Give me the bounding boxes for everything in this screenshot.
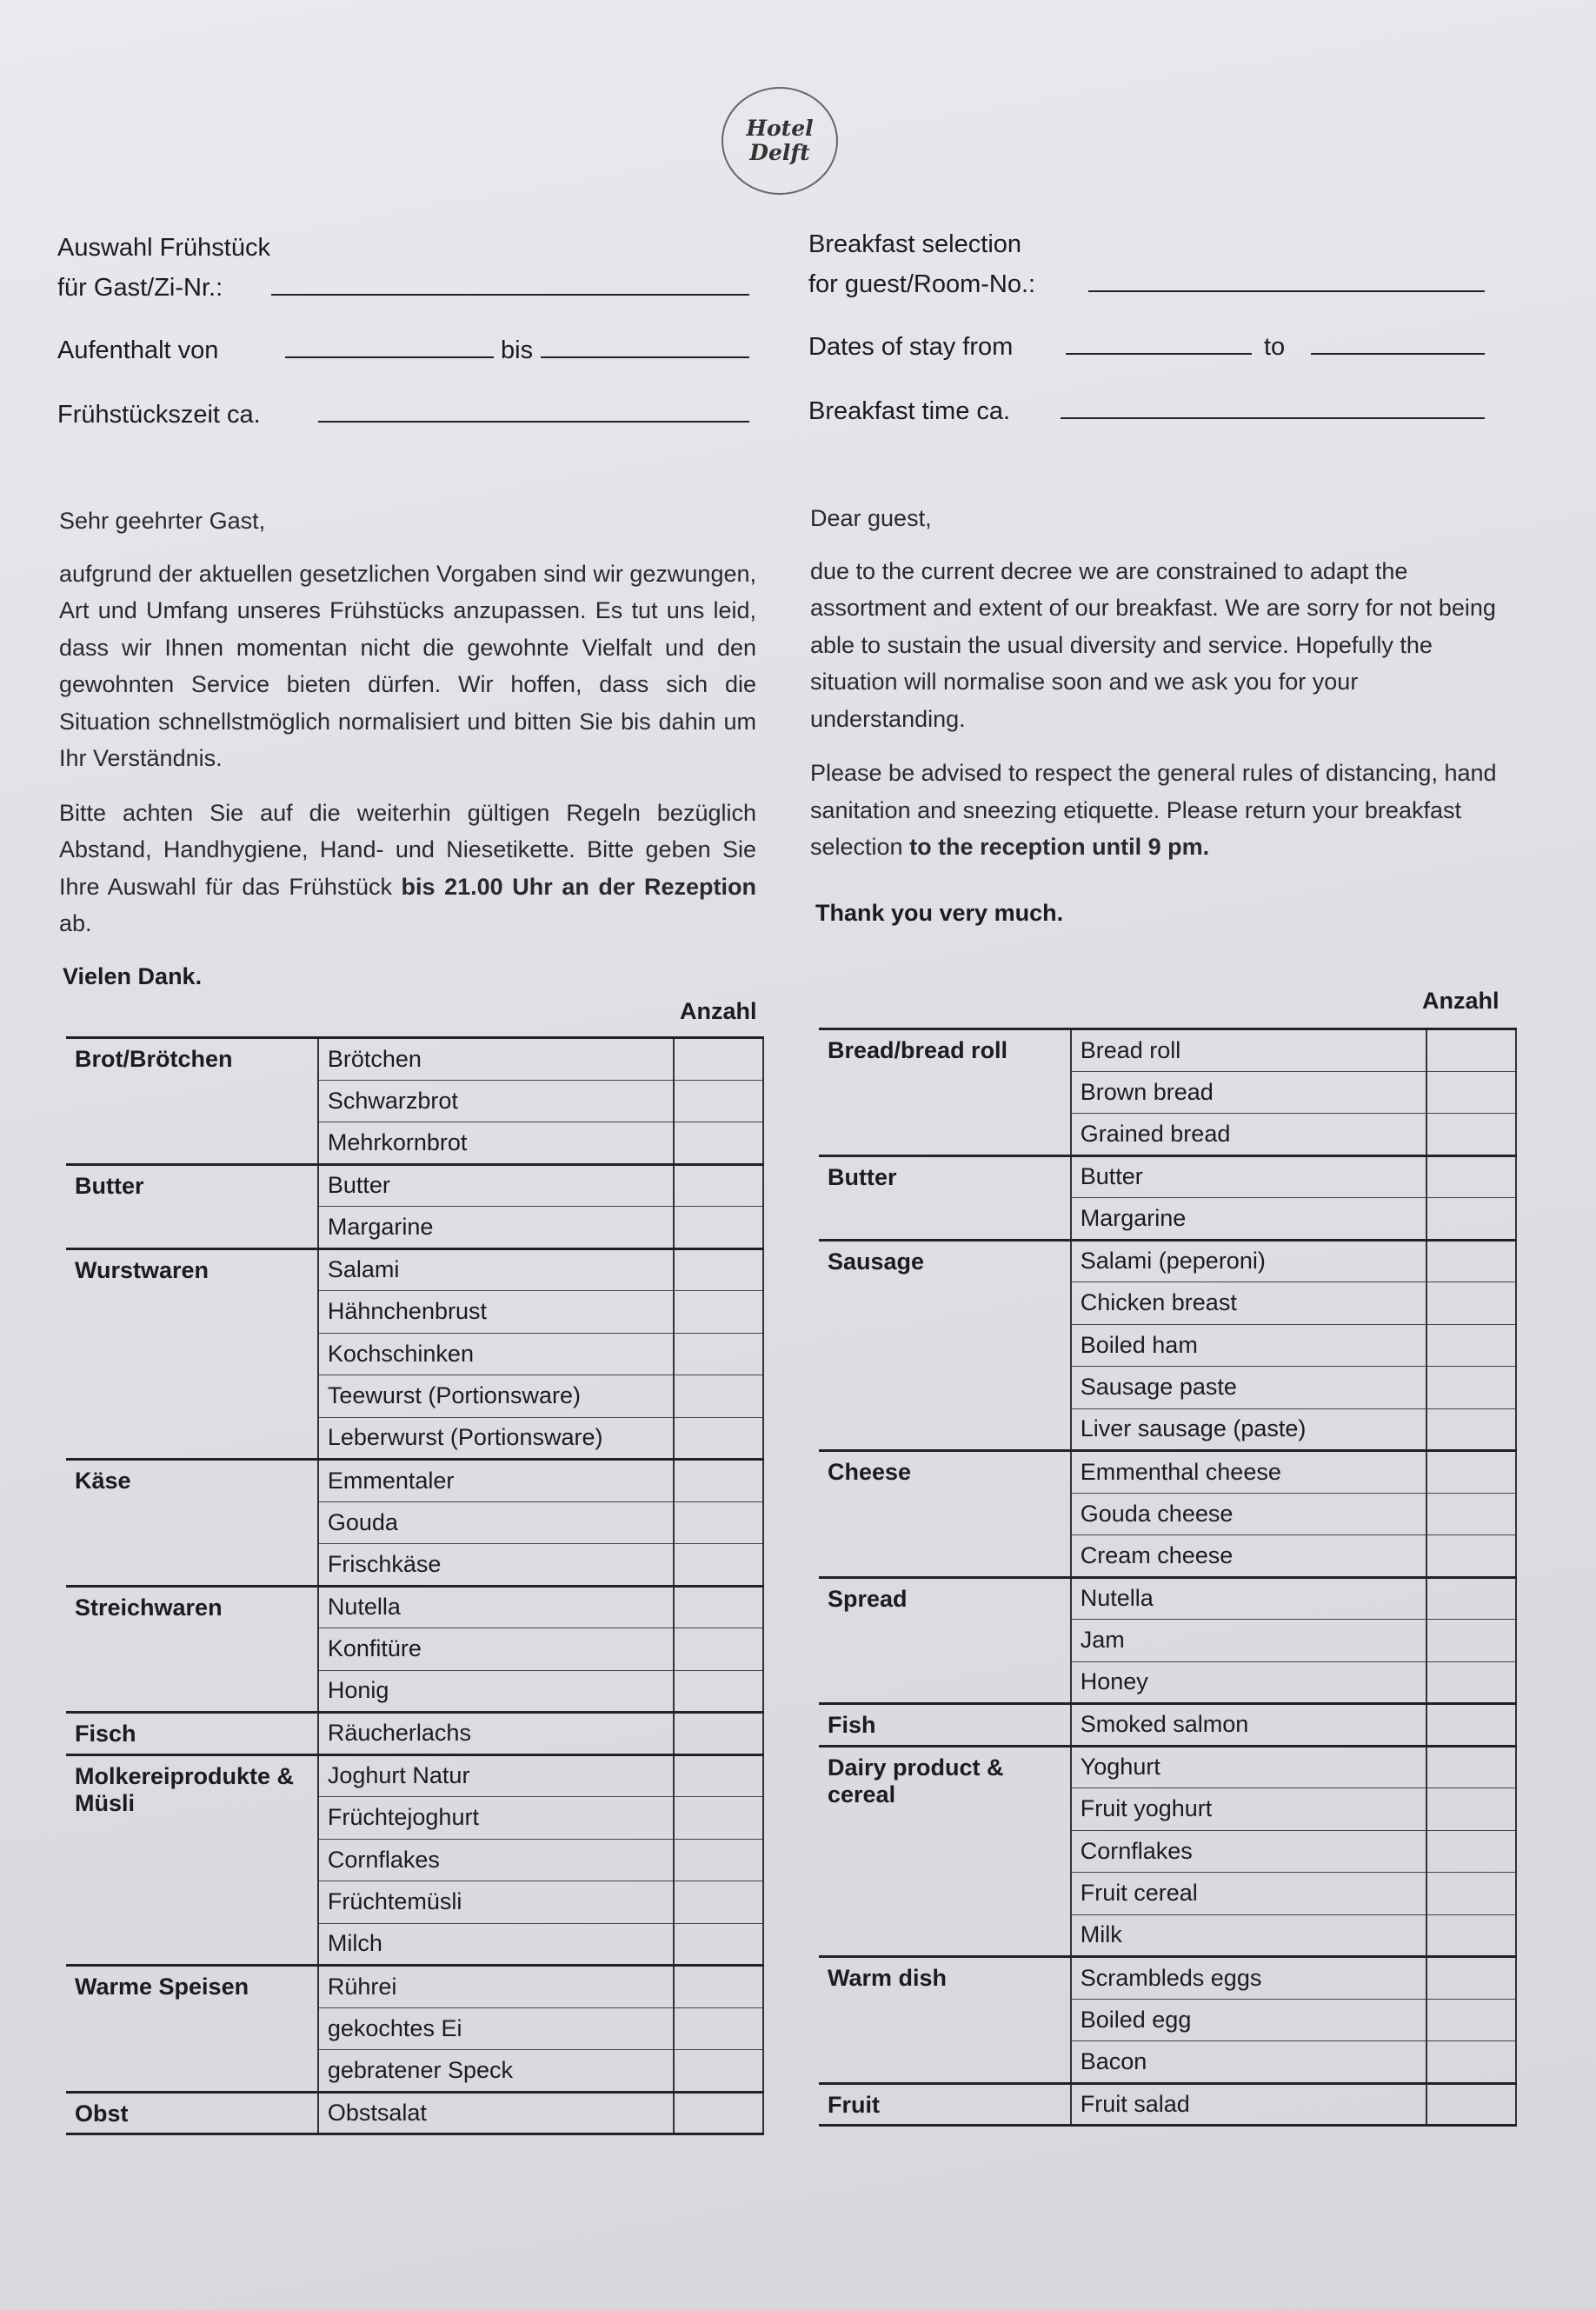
german-stay-to-field[interactable]	[541, 330, 749, 358]
quantity-cell[interactable]	[674, 1923, 763, 1966]
table-row	[66, 1754, 763, 1797]
quantity-cell[interactable]	[674, 1038, 763, 1081]
item-label: Rührei	[318, 1966, 674, 2008]
category-label: Cheese	[819, 1451, 1071, 1578]
quantity-cell[interactable]	[674, 1797, 763, 1840]
item-label: Cream cheese	[1071, 1535, 1426, 1578]
table-row	[66, 1460, 763, 1502]
english-stay-from-field[interactable]	[1066, 327, 1252, 355]
table-row	[66, 1164, 763, 1207]
english-stay-label: Dates of stay from	[808, 333, 1014, 361]
quantity-cell[interactable]	[674, 1080, 763, 1122]
table-row	[66, 1586, 763, 1628]
table-row	[819, 1957, 1516, 2000]
english-paragraph-1: due to the current decree we are constrained to adapt the assortment and extent of our breakfast. We are sorry for not being able to sustain the usual diversity and service. Hopefully the situation will normalise soon and we ask you for your understanding.	[810, 557, 1496, 732]
item-label: Cornflakes	[318, 1839, 674, 1881]
quantity-cell[interactable]	[1426, 1493, 1516, 1535]
table-row	[66, 1713, 763, 1755]
quantity-cell[interactable]	[674, 1375, 763, 1418]
item-label: Joghurt Natur	[318, 1754, 674, 1797]
category-label: Fish	[819, 1704, 1071, 1747]
item-label: Boiled egg	[1071, 1999, 1426, 2041]
item-label: Salami (peperoni)	[1071, 1240, 1426, 1282]
category-label: Bread/bread roll	[819, 1029, 1071, 1156]
item-label: Emmenthal cheese	[1071, 1451, 1426, 1494]
quantity-cell[interactable]	[674, 1333, 763, 1375]
quantity-cell[interactable]	[674, 1839, 763, 1881]
quantity-cell[interactable]	[1426, 1240, 1516, 1282]
quantity-cell[interactable]	[1426, 1661, 1516, 1704]
item-label: Konfitüre	[318, 1628, 674, 1671]
german-count-header: Anzahl	[680, 998, 757, 1024]
german-letter	[59, 503, 756, 960]
item-label: Mehrkornbrot	[318, 1122, 674, 1165]
english-selection-table	[819, 1028, 1517, 2127]
quantity-cell[interactable]	[674, 2007, 763, 2050]
hotel-logo	[722, 87, 838, 195]
item-label: Gouda cheese	[1071, 1493, 1426, 1535]
category-label: Fisch	[66, 1713, 318, 1755]
item-label: Scrambleds eggs	[1071, 1957, 1426, 2000]
logo-line-1: Hotel	[746, 116, 814, 141]
category-label: Dairy product & cereal	[819, 1746, 1071, 1957]
item-label: Honey	[1071, 1661, 1426, 1704]
item-label: Butter	[318, 1164, 674, 1207]
table-row	[819, 1577, 1516, 1620]
quantity-cell[interactable]	[1426, 1451, 1516, 1494]
category-label: Wurstwaren	[66, 1248, 318, 1460]
english-time-field[interactable]	[1061, 391, 1485, 419]
quantity-cell[interactable]	[1426, 1324, 1516, 1367]
english-guest-label: for guest/Room-No.:	[808, 270, 1036, 298]
category-label: Butter	[819, 1155, 1071, 1240]
german-paragraph-2-end: ab.	[59, 910, 92, 936]
item-label: Kochschinken	[318, 1333, 674, 1375]
category-label: Fruit	[819, 2083, 1071, 2126]
category-label: Warm dish	[819, 1957, 1071, 2084]
table-row	[66, 1966, 763, 2008]
quantity-cell[interactable]	[674, 1501, 763, 1544]
quantity-cell[interactable]	[1426, 1746, 1516, 1788]
item-label: Bread roll	[1071, 1029, 1426, 1072]
category-label: Käse	[66, 1460, 318, 1587]
quantity-cell[interactable]	[1426, 1999, 1516, 2041]
english-deadline: to the reception until 9 pm.	[909, 834, 1210, 860]
quantity-cell[interactable]	[674, 1248, 763, 1291]
category-label: Streichwaren	[66, 1586, 318, 1713]
category-label: Butter	[66, 1164, 318, 1248]
german-stay-mid: bis	[501, 336, 534, 364]
english-guest-field[interactable]	[1088, 264, 1485, 292]
category-label: Warme Speisen	[66, 1966, 318, 2093]
quantity-cell[interactable]	[1426, 1408, 1516, 1451]
item-label: gebratener Speck	[318, 2050, 674, 2093]
quantity-cell[interactable]	[674, 1670, 763, 1713]
quantity-cell[interactable]	[1426, 1367, 1516, 1409]
table-row	[66, 1248, 763, 1291]
category-label: Sausage	[819, 1240, 1071, 1451]
item-label: Sausage paste	[1071, 1367, 1426, 1409]
item-label: Butter	[1071, 1155, 1426, 1198]
german-paragraph-1: aufgrund der aktuellen gesetzlichen Vorgaben sind wir gezwungen, Art und Umfang unseres Frühstücks anzupassen. Es tut uns leid, dass wir Ihnen momentan nicht die gewohnte Vielfalt und den gewohnten Service bieten dürfen. Wir hoffen, dass sich die Situation schnellstmöglich normalisiert und bitten Sie bis dahin um Ihr Verständnis.	[59, 560, 756, 771]
quantity-cell[interactable]	[674, 1881, 763, 1924]
quantity-cell[interactable]	[674, 1207, 763, 1249]
item-label: Margarine	[318, 1207, 674, 1249]
german-stay-label: Aufenthalt von	[57, 336, 219, 364]
german-guest-label: für Gast/Zi-Nr.:	[57, 274, 223, 302]
table-row	[819, 1451, 1516, 1494]
item-label: Frischkäse	[318, 1544, 674, 1587]
item-label: Milch	[318, 1923, 674, 1966]
item-label: Nutella	[1071, 1577, 1426, 1620]
quantity-cell[interactable]	[1426, 1620, 1516, 1662]
quantity-cell[interactable]	[1426, 1830, 1516, 1873]
logo-line-2: Delft	[749, 140, 810, 165]
german-header	[57, 228, 753, 435]
english-header	[808, 224, 1504, 431]
item-label: Leberwurst (Portionsware)	[318, 1417, 674, 1460]
quantity-cell[interactable]	[674, 1586, 763, 1628]
quantity-cell[interactable]	[674, 1544, 763, 1587]
quantity-cell[interactable]	[1426, 1788, 1516, 1831]
table-row	[819, 1746, 1516, 1788]
item-label: Fruit cereal	[1071, 1873, 1426, 1915]
quantity-cell[interactable]	[1426, 1198, 1516, 1241]
item-label: Hähnchenbrust	[318, 1291, 674, 1334]
item-label: Brown bread	[1071, 1071, 1426, 1114]
category-label: Brot/Brötchen	[66, 1038, 318, 1165]
quantity-cell[interactable]	[674, 1122, 763, 1165]
item-label: Boiled ham	[1071, 1324, 1426, 1367]
category-label: Spread	[819, 1577, 1071, 1704]
quantity-cell[interactable]	[1426, 1282, 1516, 1325]
german-time-field[interactable]	[318, 395, 749, 423]
english-stay-to-field[interactable]	[1311, 327, 1485, 355]
table-row	[819, 1704, 1516, 1747]
german-paragraph-2-text: Bitte achten Sie auf die weiterhin gültigen Regeln bezüglich Abstand, Handhygiene, Hand- und Niesetikette. Bitte geben Sie Ihre Auswahl für das Frühstück	[59, 799, 756, 900]
item-label: Bacon	[1071, 2041, 1426, 2084]
quantity-cell[interactable]	[1426, 1029, 1516, 1072]
quantity-cell[interactable]	[1426, 1957, 1516, 2000]
quantity-cell[interactable]	[1426, 1914, 1516, 1957]
item-label: Salami	[318, 1248, 674, 1291]
english-paragraph-2-text: Please be advised to respect the general rules of distancing, hand sanitation and sneezing etiquette. Please return your breakfast selection	[810, 760, 1497, 860]
item-label: Schwarzbrot	[318, 1080, 674, 1122]
quantity-cell[interactable]	[674, 1628, 763, 1671]
table-row	[66, 1038, 763, 1081]
item-label: Liver sausage (paste)	[1071, 1408, 1426, 1451]
item-label: Honig	[318, 1670, 674, 1713]
german-time-label: Frühstückszeit ca.	[57, 401, 261, 429]
item-label: Emmentaler	[318, 1460, 674, 1502]
english-count-header: Anzahl	[1422, 988, 1500, 1014]
german-deadline: bis 21.00 Uhr an der Rezeption	[401, 873, 756, 900]
quantity-cell[interactable]	[1426, 1704, 1516, 1747]
german-stay-from-field[interactable]	[285, 330, 494, 358]
english-paragraph-2	[810, 755, 1497, 866]
table-row	[819, 1029, 1516, 1072]
german-selection-table	[66, 1036, 764, 2135]
quantity-cell[interactable]	[674, 1966, 763, 2008]
item-label: Obstsalat	[318, 2092, 674, 2134]
german-guest-field[interactable]	[271, 268, 749, 296]
item-label: Chicken breast	[1071, 1282, 1426, 1325]
item-label: Fruit salad	[1071, 2083, 1426, 2126]
german-title: Auswahl Frühstück	[57, 234, 270, 262]
quantity-cell[interactable]	[1426, 2083, 1516, 2126]
item-label: Brötchen	[318, 1038, 674, 1081]
item-label: Gouda	[318, 1501, 674, 1544]
quantity-cell[interactable]	[674, 1417, 763, 1460]
german-paragraph-2	[59, 795, 756, 942]
english-time-label: Breakfast time ca.	[808, 397, 1011, 425]
quantity-cell[interactable]	[674, 2092, 763, 2134]
english-title: Breakfast selection	[808, 230, 1022, 258]
table-row	[819, 1240, 1516, 1282]
item-label: Milk	[1071, 1914, 1426, 1957]
item-label: Margarine	[1071, 1198, 1426, 1241]
item-label: Nutella	[318, 1586, 674, 1628]
quantity-cell[interactable]	[1426, 1577, 1516, 1620]
category-label: Obst	[66, 2092, 318, 2134]
quantity-cell[interactable]	[1426, 1155, 1516, 1198]
german-thanks: Vielen Dank.	[63, 963, 203, 989]
quantity-cell[interactable]	[674, 1713, 763, 1755]
item-label: Smoked salmon	[1071, 1704, 1426, 1747]
quantity-cell[interactable]	[674, 1291, 763, 1334]
quantity-cell[interactable]	[1426, 2041, 1516, 2084]
table-row	[66, 2092, 763, 2134]
quantity-cell[interactable]	[674, 2050, 763, 2093]
item-label: Yoghurt	[1071, 1746, 1426, 1788]
item-label: Früchtemüsli	[318, 1881, 674, 1924]
table-row	[819, 2083, 1516, 2126]
quantity-cell[interactable]	[674, 1754, 763, 1797]
item-label: Räucherlachs	[318, 1713, 674, 1755]
item-label: Fruit yoghurt	[1071, 1788, 1426, 1831]
english-letter	[810, 500, 1497, 883]
item-label: Grained bread	[1071, 1114, 1426, 1156]
category-label: Molkereiprodukte & Müsli	[66, 1754, 318, 1966]
english-stay-mid: to	[1264, 333, 1286, 361]
quantity-cell[interactable]	[674, 1460, 763, 1502]
quantity-cell[interactable]	[1426, 1071, 1516, 1114]
item-label: gekochtes Ei	[318, 2007, 674, 2050]
english-thanks: Thank you very much.	[815, 900, 1064, 926]
english-salutation: Dear guest,	[810, 505, 932, 531]
item-label: Jam	[1071, 1620, 1426, 1662]
quantity-cell[interactable]	[1426, 1535, 1516, 1578]
item-label: Cornflakes	[1071, 1830, 1426, 1873]
table-row	[819, 1155, 1516, 1198]
item-label: Früchtejoghurt	[318, 1797, 674, 1840]
quantity-cell[interactable]	[1426, 1114, 1516, 1156]
german-salutation: Sehr geehrter Gast,	[59, 508, 266, 534]
quantity-cell[interactable]	[1426, 1873, 1516, 1915]
quantity-cell[interactable]	[674, 1164, 763, 1207]
item-label: Teewurst (Portionsware)	[318, 1375, 674, 1418]
